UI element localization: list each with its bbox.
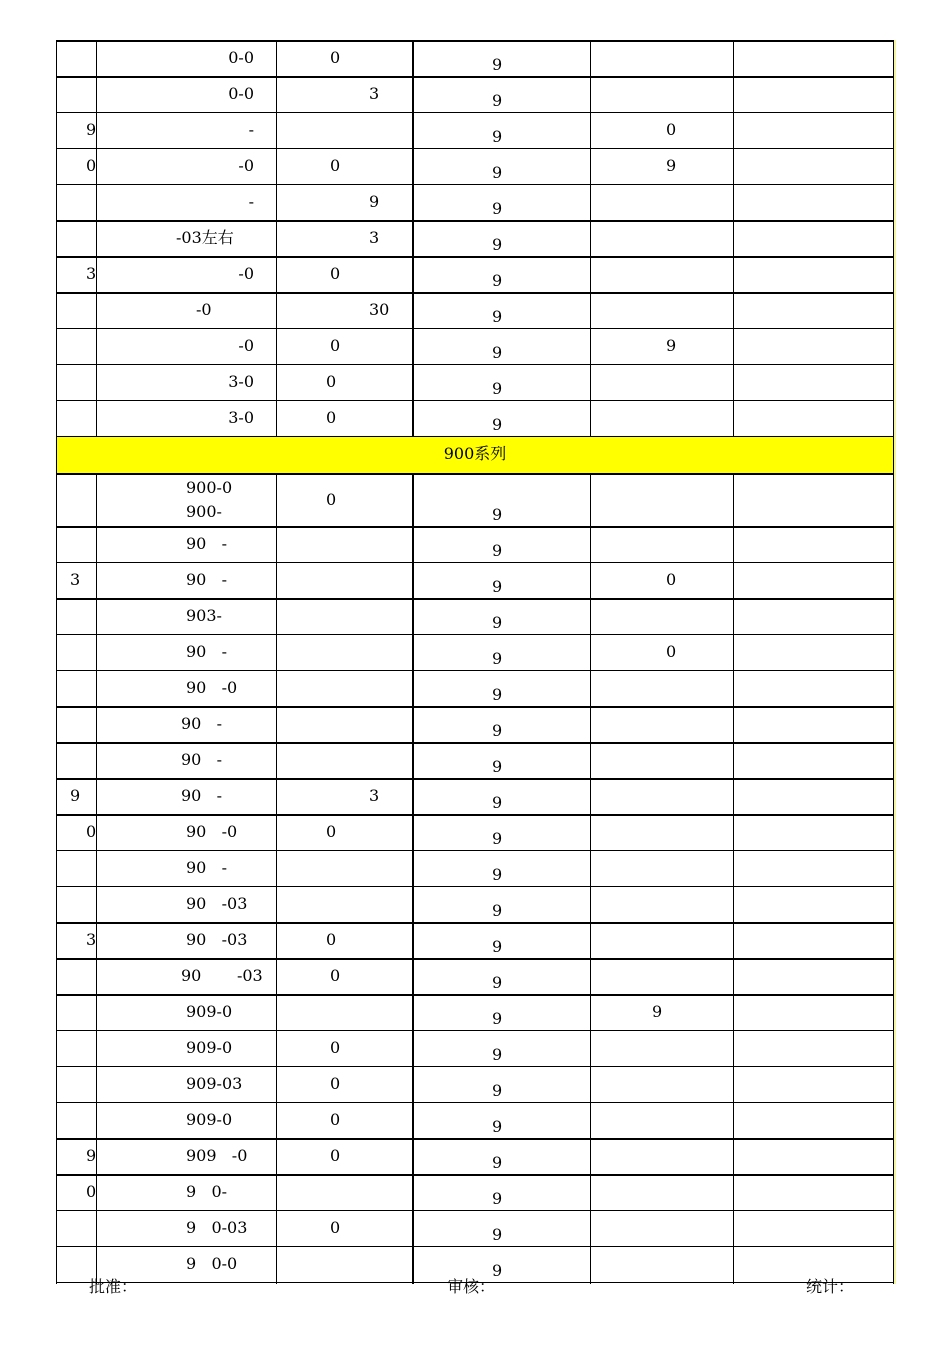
footer-approve-label: 批准： (89, 1277, 138, 1296)
row900-cell-note: 0 (666, 570, 677, 589)
top-cell-note: 9 (666, 156, 677, 175)
row900-cell-model: 90 -0 (186, 678, 238, 697)
top-cell-count: 9 (492, 307, 503, 326)
row900-cell-model: 9 0- (186, 1182, 228, 1201)
top-cell-model: -0 (238, 156, 254, 175)
row-gridline (56, 1210, 894, 1211)
row900-cell-model: 90 - (186, 642, 228, 661)
top-cell-qty: 0 (330, 48, 341, 67)
row900-cell-count: 9 (492, 829, 503, 848)
row900-cell-count: 9 (492, 613, 503, 632)
top-cell-count: 9 (492, 415, 503, 434)
row900-cell-count: 9 (492, 793, 503, 812)
row900-cell-note: 0 (666, 642, 677, 661)
top-cell-qty: 0 (330, 156, 341, 175)
row-gridline (56, 886, 894, 887)
column-gridline (893, 40, 894, 1284)
row900-cell-model: 90 -03 (181, 966, 263, 985)
row900-cell-count: 9 (492, 1153, 503, 1172)
row-gridline (56, 364, 894, 365)
row900-cell-count: 9 (492, 973, 503, 992)
row900-cell-index: 3 (86, 930, 97, 949)
row900-cell-count: 9 (492, 865, 503, 884)
footer-review-label: 审核： (447, 1277, 496, 1296)
row900-cell-count: 9 (492, 577, 503, 596)
row900-cell-model: 90 - (186, 534, 228, 553)
row-gridline (56, 706, 894, 708)
row900-cell-model: 909-0 (186, 1110, 233, 1129)
row-gridline (56, 526, 894, 528)
top-cell-count: 9 (492, 55, 503, 74)
row-gridline (56, 328, 894, 329)
column-gridline (412, 40, 414, 436)
row900-cell-qty: 0 (330, 1038, 341, 1057)
row-gridline (56, 1138, 894, 1140)
row900-cell-qty: 0 (330, 1074, 341, 1093)
top-cell-count: 9 (492, 343, 503, 362)
column-gridline (733, 473, 734, 1284)
top-cell-qty: 0 (326, 408, 337, 427)
top-cell-note: 9 (666, 336, 677, 355)
row-gridline (56, 1174, 894, 1176)
column-gridline (276, 473, 277, 1284)
top-cell-note: 0 (666, 120, 677, 139)
row900-cell-qty: 0 (330, 966, 341, 985)
row-gridline (56, 1066, 894, 1067)
column-gridline (96, 473, 97, 1284)
top-cell-index: 3 (86, 264, 97, 283)
row900-cell-index: 0 (86, 1182, 97, 1201)
row-gridline (56, 778, 894, 780)
row-gridline (56, 473, 894, 475)
row900-cell-count: 9 (492, 721, 503, 740)
row-gridline (56, 40, 894, 42)
top-cell-qty: 0 (326, 372, 337, 391)
top-cell-model: -0 (196, 300, 212, 319)
row-gridline (56, 1030, 894, 1031)
row900-cell-model: 90 - (181, 786, 223, 805)
top-cell-model: 0-0 (228, 84, 254, 103)
row900-cell-index: 9 (70, 786, 81, 805)
row900-first-model-line2: 900- (186, 502, 222, 521)
top-cell-qty: 3 (369, 84, 380, 103)
row900-cell-qty: 0 (330, 1218, 341, 1237)
row900-cell-model: 90 -03 (186, 894, 248, 913)
top-cell-model: 3-0 (228, 372, 254, 391)
row900-cell-count: 9 (492, 1117, 503, 1136)
row-gridline (56, 562, 894, 563)
row900-cell-count: 9 (492, 649, 503, 668)
top-cell-model: -03左右 (176, 228, 234, 247)
row-gridline (56, 1102, 894, 1103)
row900-cell-qty: 0 (330, 1110, 341, 1129)
row-gridline (56, 256, 894, 258)
row-gridline (56, 292, 894, 294)
row-gridline (56, 922, 894, 924)
top-cell-count: 9 (492, 127, 503, 146)
row-gridline (56, 184, 894, 185)
top-cell-model: -0 (238, 336, 254, 355)
row-gridline (56, 148, 894, 149)
top-cell-model: - (248, 192, 254, 211)
row900-cell-model: 90 - (181, 714, 223, 733)
column-gridline (412, 473, 414, 1284)
top-cell-count: 9 (492, 235, 503, 254)
row900-cell-count: 9 (492, 1045, 503, 1064)
top-cell-model: 0-0 (228, 48, 254, 67)
section-header-label: 900系列 (443, 444, 507, 463)
row900-cell-model: 909-03 (186, 1074, 243, 1093)
row-gridline (56, 76, 894, 78)
top-cell-count: 9 (492, 271, 503, 290)
row900-cell-index: 0 (86, 822, 97, 841)
row900-cell-model: 909-0 (186, 1038, 233, 1057)
row900-cell-model: 90 - (186, 858, 228, 877)
top-cell-count: 9 (492, 91, 503, 110)
row900-cell-model: 909 -0 (186, 1146, 248, 1165)
row900-cell-count: 9 (492, 541, 503, 560)
top-cell-qty: 0 (330, 336, 341, 355)
row900-cell-model: 90 -03 (186, 930, 248, 949)
top-cell-qty: 0 (330, 264, 341, 283)
row900-cell-qty: 0 (326, 822, 337, 841)
row900-cell-qty: 0 (330, 1146, 341, 1165)
top-cell-model: - (248, 120, 254, 139)
row900-cell-count: 9 (492, 1081, 503, 1100)
row900-cell-model: 9 0-0 (186, 1254, 238, 1273)
row-gridline (56, 850, 894, 851)
row-gridline (56, 634, 894, 635)
row900-cell-model: 909-0 (186, 1002, 233, 1021)
row900-cell-model: 903- (186, 606, 222, 625)
row900-cell-model: 90 -0 (186, 822, 238, 841)
row-gridline (56, 1246, 894, 1247)
top-cell-count: 9 (492, 163, 503, 182)
row900-cell-qty: 3 (369, 786, 380, 805)
sheet-edge (894, 40, 896, 1284)
row-gridline (56, 814, 894, 816)
row-gridline (56, 670, 894, 671)
column-gridline (590, 40, 591, 436)
row900-cell-count: 9 (492, 757, 503, 776)
row900-cell-model: 9 0-03 (186, 1218, 248, 1237)
row900-cell-count: 9 (492, 1009, 503, 1028)
row-gridline (56, 598, 894, 600)
row900-cell-count: 9 (492, 1261, 503, 1280)
row900-cell-model: 90 - (186, 570, 228, 589)
footer-stats-label: 统计： (806, 1277, 855, 1296)
column-gridline (96, 40, 97, 436)
row900-cell-model: 90 - (181, 750, 223, 769)
row900-first-qty: 0 (326, 490, 337, 509)
row900-cell-index: 9 (86, 1146, 97, 1165)
top-cell-count: 9 (492, 379, 503, 398)
row900-cell-index: 3 (70, 570, 81, 589)
row-gridline (56, 220, 894, 222)
column-gridline (590, 473, 591, 1284)
row900-cell-note: 9 (652, 1002, 663, 1021)
top-cell-qty: 9 (369, 192, 380, 211)
row-gridline (56, 958, 894, 960)
column-gridline (276, 40, 277, 436)
row-gridline (56, 994, 894, 996)
row900-cell-count: 9 (492, 1189, 503, 1208)
column-gridline (733, 40, 734, 436)
row900-cell-count: 9 (492, 937, 503, 956)
row-gridline (56, 742, 894, 744)
row900-cell-count: 9 (492, 901, 503, 920)
top-cell-qty: 3 (369, 228, 380, 247)
row-gridline (56, 112, 894, 113)
row900-first-count: 9 (492, 505, 503, 524)
row-gridline (56, 400, 894, 401)
row900-cell-qty: 0 (326, 930, 337, 949)
top-cell-index: 0 (86, 156, 97, 175)
top-cell-model: 3-0 (228, 408, 254, 427)
top-cell-qty: 30 (369, 300, 390, 319)
column-gridline (56, 40, 57, 1284)
top-cell-count: 9 (492, 199, 503, 218)
top-cell-index: 9 (86, 120, 97, 139)
row900-cell-count: 9 (492, 1225, 503, 1244)
row900-cell-count: 9 (492, 685, 503, 704)
row900-first-model-line1: 900-0 (186, 478, 233, 497)
row-gridline (56, 436, 894, 437)
top-cell-model: -0 (238, 264, 254, 283)
